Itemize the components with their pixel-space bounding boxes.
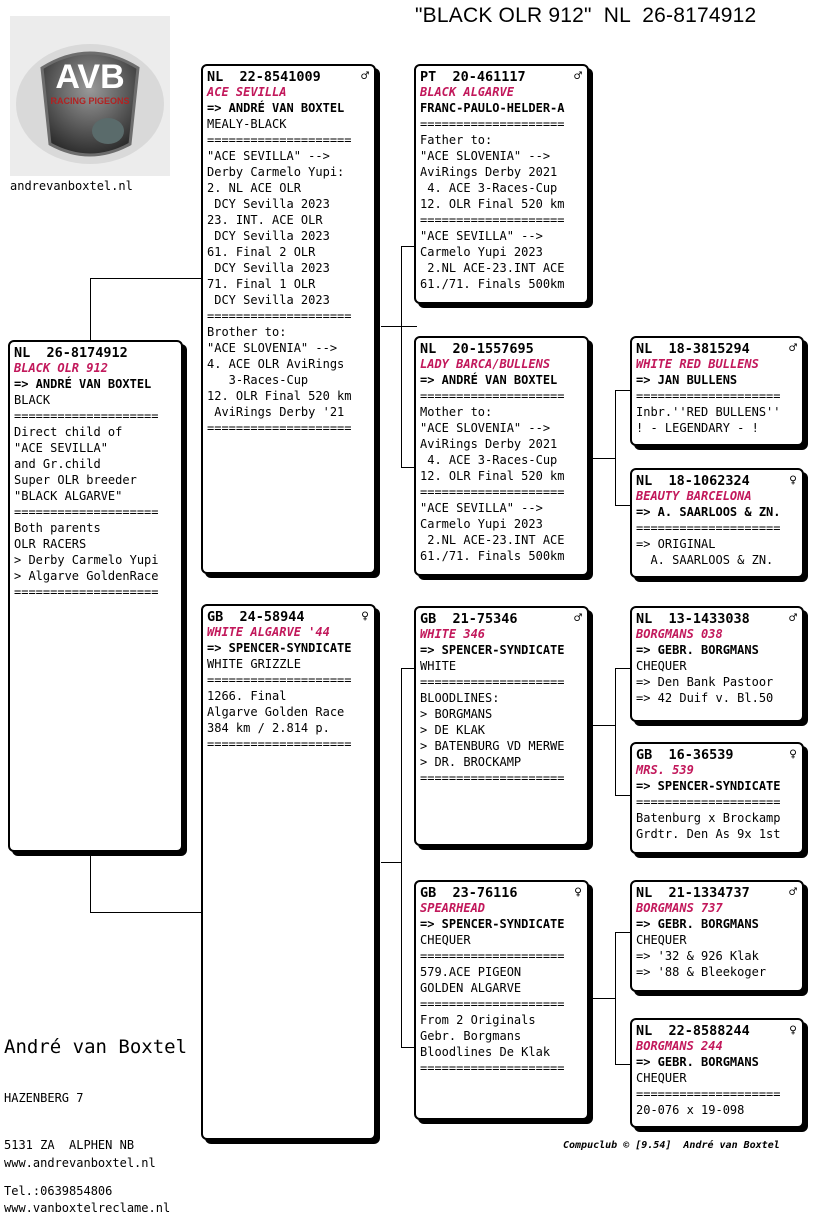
pigeon-name: BLACK OLR 912 [14, 361, 108, 375]
info-line: > DE KLAK [420, 723, 486, 737]
info-line: Brother to: [207, 325, 287, 339]
sex-icon: ♂ [574, 69, 582, 84]
sex-icon: ♂ [789, 611, 797, 626]
info-line: ==================== [636, 521, 781, 535]
ring-number: NL 18-1062324 [636, 473, 750, 489]
info-line: Mother to: [420, 405, 493, 419]
info-line: ==================== [420, 771, 565, 785]
connector-line [401, 246, 402, 468]
ring-number: NL 22-8588244 [636, 1023, 750, 1039]
avb-logo [10, 16, 170, 176]
pigeon-card-mff[interactable] [630, 606, 804, 722]
info-line: "ACE SEVILLA" --> [420, 501, 543, 515]
info-line: ==================== [207, 673, 352, 687]
info-line: "ACE SEVILLA" [14, 441, 108, 455]
pigeon-icon [92, 118, 124, 144]
pigeon-name: ACE SEVILLA [207, 85, 287, 99]
card-header [14, 345, 178, 361]
info-line: "BLACK ALGARVE" [14, 489, 123, 503]
connector-line [401, 668, 402, 1048]
pigeon-card-father[interactable] [201, 64, 376, 574]
info-line: 12. OLR Final 520 km [207, 389, 352, 403]
card-header [420, 341, 584, 357]
info-line: 579.ACE PIGEON [420, 965, 522, 979]
pigeon-name: BEAUTY BARCELONA [636, 489, 752, 503]
breeder-name: André van Boxtel [4, 1036, 188, 1058]
ring-number: NL 21-1334737 [636, 885, 750, 901]
info-line: BLACK [14, 393, 51, 407]
sex-icon: ♀ [789, 1023, 797, 1038]
pigeon-name: SPEARHEAD [420, 901, 486, 915]
owner-name: => SPENCER-SYNDICATE [636, 779, 781, 793]
info-line: 2.NL ACE-23.INT ACE [420, 533, 565, 547]
ring-number: GB 16-36539 [636, 747, 734, 763]
info-line: A. SAARLOOS & ZN. [636, 553, 774, 567]
info-line: => ORIGINAL [636, 537, 716, 551]
connector-line [90, 278, 91, 343]
info-line: ==================== [207, 737, 352, 751]
info-line: and Gr.child [14, 457, 101, 471]
connector-line [90, 912, 204, 913]
info-line: Carmelo Yupi 2023 [420, 245, 543, 259]
owner-name: => SPENCER-SYNDICATE [420, 643, 565, 657]
info-line: ==================== [636, 389, 781, 403]
website-link[interactable]: www.vanboxtelreclame.nl [4, 1201, 171, 1215]
pigeon-name: WHITE RED BULLENS [636, 357, 759, 371]
logo-letters: AVB [55, 58, 125, 96]
card-header [420, 69, 584, 85]
info-line: CHEQUER [636, 933, 687, 947]
sex-icon: ♂ [361, 69, 369, 84]
connector-line [90, 850, 91, 912]
info-line: Both parents [14, 521, 101, 535]
info-line: Grdtr. Den As 9x 1st [636, 827, 781, 841]
logo-website[interactable]: andrevanboxtel.nl [10, 179, 133, 193]
sex-icon [582, 341, 584, 357]
sex-icon [176, 345, 178, 361]
pigeon-name: BORGMANS 244 [636, 1039, 723, 1053]
pigeon-name: BORGMANS 038 [636, 627, 723, 641]
info-line: "ACE SEVILLA" --> [207, 149, 330, 163]
connector-line [615, 390, 616, 505]
info-line: "ACE SLOVENIA" --> [207, 341, 338, 355]
connector-line [615, 932, 616, 1065]
info-line: Super OLR breeder [14, 473, 137, 487]
info-line: Gebr. Borgmans [420, 1029, 522, 1043]
card-header [636, 611, 799, 627]
info-line: ==================== [14, 409, 159, 423]
sex-icon: ♀ [361, 609, 369, 624]
connector-line [381, 326, 417, 327]
info-line: "ACE SEVILLA" --> [420, 229, 543, 243]
info-line: ==================== [420, 213, 565, 227]
info-line: > BORGMANS [420, 707, 493, 721]
info-line: 3-Races-Cup [207, 373, 309, 387]
info-line: 61./71. Finals 500km [420, 277, 565, 291]
info-line: 2. NL ACE OLR [207, 181, 301, 195]
owner-name: => GEBR. BORGMANS [636, 917, 759, 931]
info-line: ==================== [420, 389, 565, 403]
connector-line [615, 668, 616, 796]
connector-line [593, 998, 615, 999]
info-line: > DR. BROCKAMP [420, 755, 522, 769]
info-line: => 42 Duif v. Bl.50 [636, 691, 774, 705]
info-line: > BATENBURG VD MERWE [420, 739, 565, 753]
info-line: 20-076 x 19-098 [636, 1103, 745, 1117]
ring-number: NL 13-1433038 [636, 611, 750, 627]
info-line: 23. INT. ACE OLR [207, 213, 323, 227]
owner-name: => SPENCER-SYNDICATE [207, 641, 352, 655]
info-line: ! - LEGENDARY - ! [636, 421, 759, 435]
logo-image [10, 16, 170, 176]
info-line: 4. ACE 3-Races-Cup [420, 181, 558, 195]
info-line: CHEQUER [636, 1071, 687, 1085]
ring-number: PT 20-461117 [420, 69, 526, 85]
pigeon-name: WHITE 346 [420, 627, 486, 641]
card-header [207, 609, 371, 625]
pigeon-card-fmm[interactable] [630, 468, 804, 578]
info-line: ==================== [207, 133, 352, 147]
ring-number: NL 22-8541009 [207, 69, 321, 85]
ring-number: NL 18-3815294 [636, 341, 750, 357]
card-header [207, 69, 371, 85]
pigeon-name: MRS. 539 [636, 763, 694, 777]
pigeon-card-mother-mother[interactable] [414, 880, 589, 1120]
info-line: 61./71. Finals 500km [420, 549, 565, 563]
ring-number: GB 24-58944 [207, 609, 305, 625]
info-line: WHITE [420, 659, 457, 673]
info-line: BLOODLINES: [420, 691, 500, 705]
pigeon-card-mmm[interactable] [630, 1018, 804, 1128]
info-line: From 2 Originals [420, 1013, 536, 1027]
info-line: ==================== [636, 795, 781, 809]
pigeon-name: LADY BARCA/BULLENS [420, 357, 551, 371]
sex-icon: ♂ [789, 885, 797, 900]
pigeon-card-mother[interactable] [201, 604, 376, 1140]
info-line: OLR RACERS [14, 537, 87, 551]
info-line: ==================== [207, 309, 352, 323]
sex-icon: ♀ [789, 747, 797, 762]
card-header [636, 747, 799, 763]
info-line: "ACE SLOVENIA" --> [420, 149, 551, 163]
address-city: 5131 ZA ALPHEN NB [4, 1137, 135, 1152]
info-line: 4. ACE OLR AviRings [207, 357, 345, 371]
info-line: GOLDEN ALGARVE [420, 981, 522, 995]
info-line: 4. ACE 3-Races-Cup [420, 453, 558, 467]
card-header [420, 885, 584, 901]
owner-name: => GEBR. BORGMANS [636, 643, 759, 657]
card-header [636, 1023, 799, 1039]
info-line: 384 km / 2.814 p. [207, 721, 330, 735]
info-line: ==================== [14, 505, 159, 519]
sex-icon: ♂ [789, 341, 797, 356]
pigeon-card-father-father[interactable] [414, 64, 589, 304]
info-line: AviRings Derby 2021 [420, 165, 558, 179]
connector-line [593, 725, 615, 726]
info-line: 12. OLR Final 520 km [420, 469, 565, 483]
info-line: Father to: [420, 133, 493, 147]
info-line: 12. OLR Final 520 km [420, 197, 565, 211]
info-line: 71. Final 1 OLR [207, 277, 316, 291]
info-line: Inbr.''RED BULLENS'' [636, 405, 781, 419]
ring-number: GB 23-76116 [420, 885, 518, 901]
info-line: > Derby Carmelo Yupi [14, 553, 159, 567]
pigeon-card-mmf[interactable] [630, 880, 804, 992]
address-street: HAZENBERG 7 [4, 1091, 84, 1105]
connector-line [381, 862, 401, 863]
ring-number: NL 20-1557695 [420, 341, 534, 357]
info-line: Algarve Golden Race [207, 705, 345, 719]
footer-credit: Compuclub © [9.54] André van Boxtel [563, 1140, 780, 1151]
info-line: DCY Sevilla 2023 [207, 197, 330, 211]
info-line: > Algarve GoldenRace [14, 569, 159, 583]
logo-subtitle: RACING PIGEONS [50, 96, 130, 106]
pigeon-card-fmf[interactable] [630, 336, 804, 446]
info-line: => '32 & 926 Klak [636, 949, 759, 963]
website-links [4, 1126, 170, 1231]
owner-name: => SPENCER-SYNDICATE [420, 917, 565, 931]
card-header [420, 611, 584, 627]
info-line: 1266. Final [207, 689, 287, 703]
info-line: ==================== [420, 1061, 565, 1075]
info-line: ==================== [207, 421, 352, 435]
info-line: => Den Bank Pastoor [636, 675, 774, 689]
owner-name: => ANDRÉ VAN BOXTEL [14, 377, 152, 391]
sex-icon: ♀ [574, 885, 582, 900]
pigeon-card-father-mother[interactable] [414, 336, 589, 576]
info-line: ==================== [420, 997, 565, 1011]
address-phone: Tel.:0639854806 [4, 1184, 113, 1198]
ring-number: GB 21-75346 [420, 611, 518, 627]
info-line: Batenburg x Brockamp [636, 811, 781, 825]
connector-line [593, 458, 615, 459]
card-header [636, 885, 799, 901]
website-link[interactable]: www.andrevanboxtel.nl [4, 1156, 156, 1170]
info-line: DCY Sevilla 2023 [207, 261, 330, 275]
pedigree-title: "BLACK OLR 912" NL 26-8174912 [415, 4, 757, 27]
sex-icon: ♂ [574, 611, 582, 626]
info-line: CHEQUER [420, 933, 471, 947]
card-header [636, 341, 799, 357]
sex-icon: ♀ [789, 473, 797, 488]
owner-name: => ANDRÉ VAN BOXTEL [420, 373, 558, 387]
pigeon-card-main[interactable] [8, 340, 183, 852]
info-line: AviRings Derby 2021 [420, 437, 558, 451]
info-line: CHEQUER [636, 659, 687, 673]
owner-name: => GEBR. BORGMANS [636, 1055, 759, 1069]
info-line: Derby Carmelo Yupi: [207, 165, 345, 179]
info-line: MEALY-BLACK [207, 117, 287, 131]
connector-line [90, 278, 204, 279]
info-line: ==================== [420, 117, 565, 131]
info-line: ==================== [636, 1087, 781, 1101]
pigeon-card-mother-father[interactable] [414, 606, 589, 846]
info-line: 2.NL ACE-23.INT ACE [420, 261, 565, 275]
info-line: Direct child of [14, 425, 123, 439]
info-line: Bloodlines De Klak [420, 1045, 551, 1059]
pigeon-name: BORGMANS 737 [636, 901, 723, 915]
info-line: Carmelo Yupi 2023 [420, 517, 543, 531]
info-line: ==================== [420, 949, 565, 963]
ring-number: NL 26-8174912 [14, 345, 128, 361]
owner-name: => A. SAARLOOS & ZN. [636, 505, 781, 519]
info-line: AviRings Derby '21 [207, 405, 345, 419]
pigeon-name: WHITE ALGARVE '44 [207, 625, 330, 639]
info-line: ==================== [420, 675, 565, 689]
card-header [636, 473, 799, 489]
owner-name: => ANDRÉ VAN BOXTEL [207, 101, 345, 115]
pigeon-card-mfm[interactable] [630, 742, 804, 854]
info-line: 61. Final 2 OLR [207, 245, 316, 259]
info-line: ==================== [14, 585, 159, 599]
info-line: DCY Sevilla 2023 [207, 293, 330, 307]
info-line: ==================== [420, 485, 565, 499]
info-line: DCY Sevilla 2023 [207, 229, 330, 243]
owner-name: FRANC-PAULO-HELDER-A [420, 101, 565, 115]
pigeon-name: BLACK ALGARVE [420, 85, 514, 99]
info-line: => '88 & Bleekoger [636, 965, 767, 979]
owner-name: => JAN BULLENS [636, 373, 738, 387]
info-line: "ACE SLOVENIA" --> [420, 421, 551, 435]
info-line: WHITE GRIZZLE [207, 657, 301, 671]
